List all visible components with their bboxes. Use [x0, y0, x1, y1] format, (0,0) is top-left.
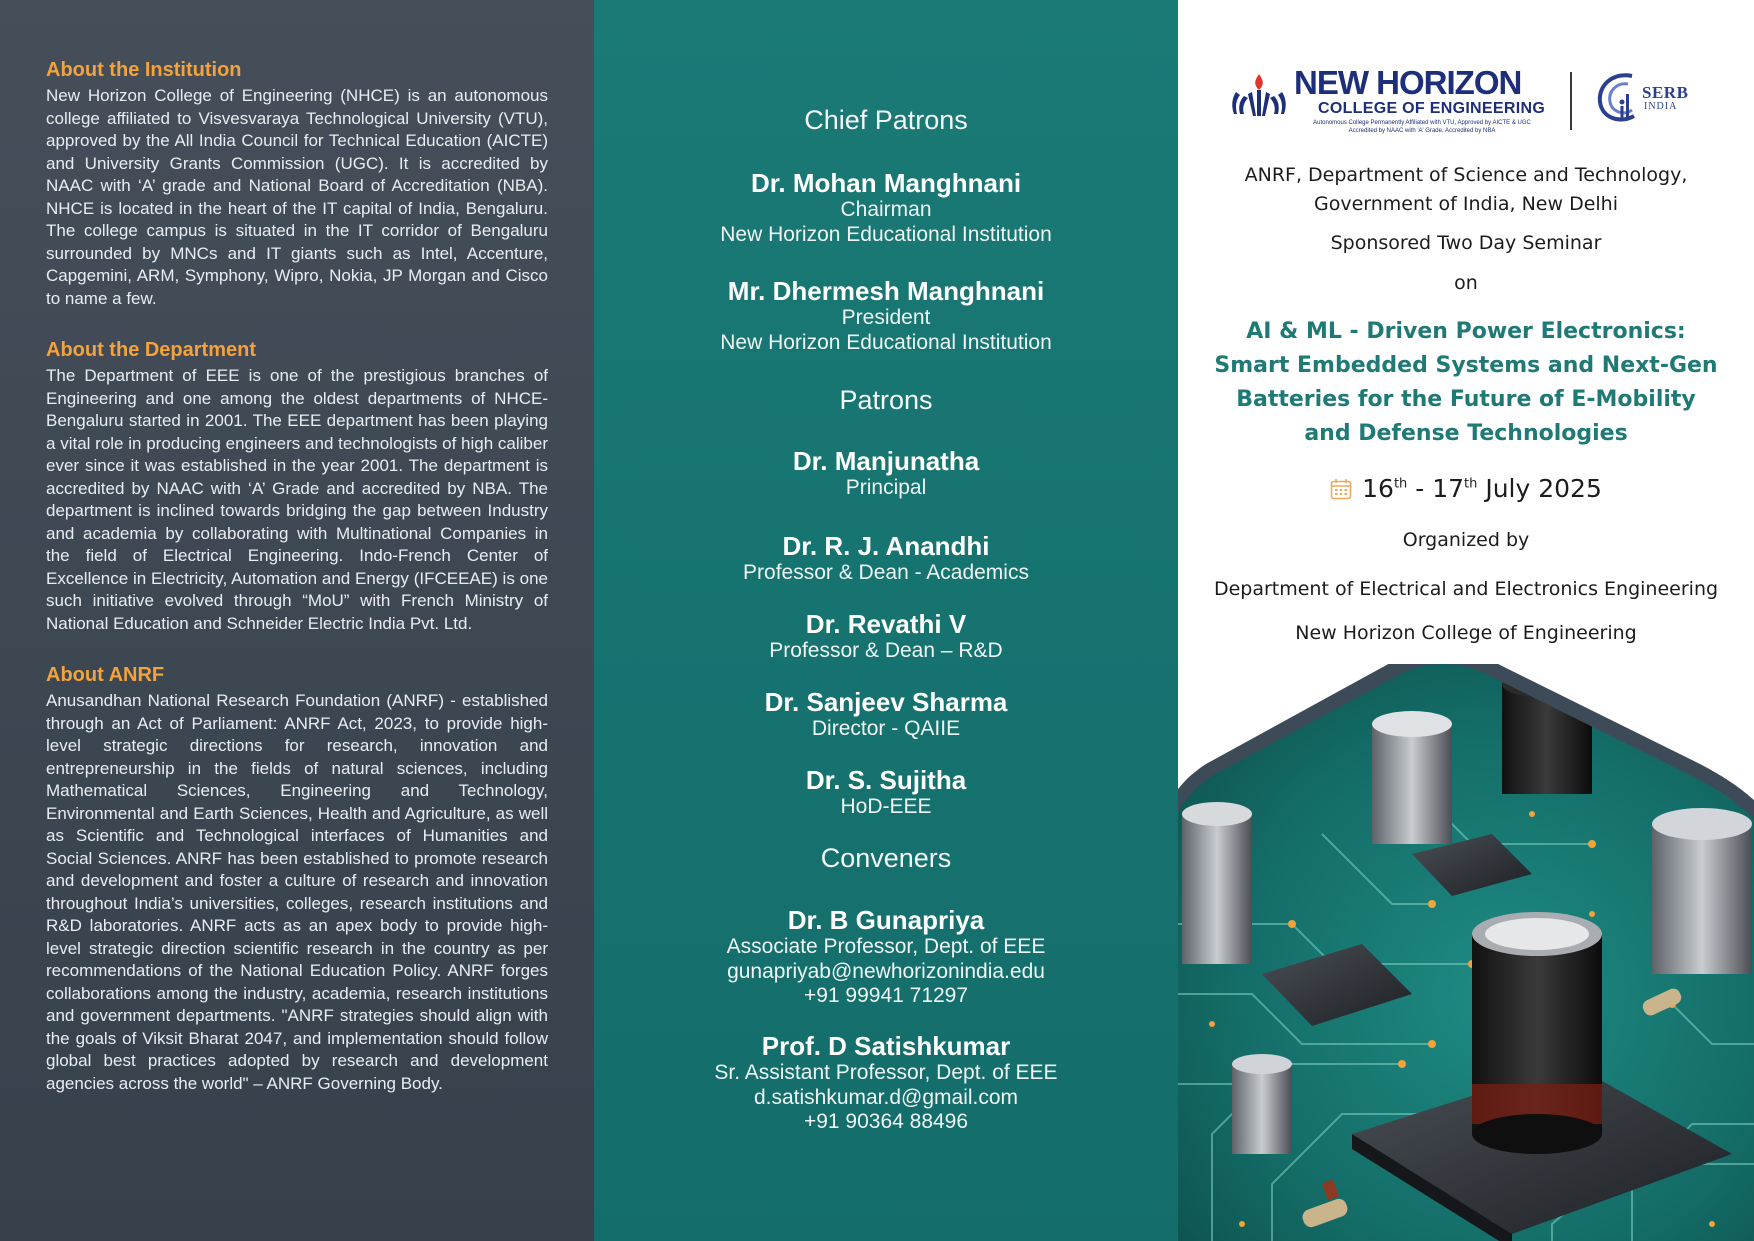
person-name: Dr. Revathi V [805, 609, 967, 639]
title-line: Batteries for the Future of E-Mobility [1236, 387, 1696, 412]
title-line: Smart Embedded Systems and Next-Gen [1214, 353, 1718, 378]
person-role: Principal [845, 476, 927, 499]
sponsor-line: ANRF, Department of Science and Technology, [1244, 164, 1688, 186]
about-institution-body: New Horizon College of Engineering (NHCE) is an autonomous college affiliated to Visvesvaraya Technological University (VTU), approved by the All India Council for Technical Education (AICTE) and University Grants Commission (UGC). It is accredited by NAAC with ‘A’ grade and National Board of Accreditation (NBA). NHCE is located in the heart of the IT capital of India, Bengaluru. The college campus is situated in the IT corridor of Bengaluru surrounded by MNCs and IT giants such as Intel, Accenture, Capgemini, ARM, Symphony, Wipro, Nokia, JP Morgan and Cisco to name a few. [46, 86, 548, 308]
person-card [594, 765, 1178, 820]
logo-tagline-line: Autonomous College Permanently Affiliated with VTU, Approved by AICTE & UGC [1313, 120, 1531, 126]
conveners-heading: Conveners [820, 843, 952, 873]
person-role: Director - QAIIE [811, 717, 961, 740]
patrons-heading: Patrons [839, 385, 933, 415]
date-separator: - [1407, 474, 1433, 503]
chief-patrons-heading: Chief Patrons [804, 105, 968, 135]
organizing-department: Department of Electrical and Electronics Engineering [1213, 578, 1719, 600]
person-phone: +91 90364 88496 [803, 1110, 969, 1133]
person-role: Professor & Dean – R&D [769, 639, 1003, 662]
person-name: Dr. Sanjeev Sharma [764, 687, 1008, 717]
about-anrf-heading: About ANRF [46, 664, 165, 686]
person-affiliation: New Horizon Educational Institution [720, 222, 1052, 246]
date-month-year: July 2025 [1477, 474, 1602, 503]
flame-logo-icon [1230, 70, 1288, 118]
person-card [594, 687, 1178, 742]
person-card [594, 609, 1178, 664]
about-anrf-body: Anusandhan National Research Foundation (ANRF) - established through an Act of Parliament: ANRF Act, 2023, to provide high-level strategic directions for research, innovation and entrepreneurship in the fields of natural sciences, including Mathematical Sciences, Engineering and Technology, Environmental and Earth Sciences, Health and Agriculture, as well as Scientific and Technological interfaces of Humanities and Social Sciences. ANRF has been established to promote research and development and foster a culture of research and innovation throughout India’s universities, colleges, research institutions and R&D laboratories. ANRF acts as an apex body to provide high-level strategic direction scientific research in the country as per recommendations of the National Education Policy. ANRF forges collaborations among the industry, academia, research institutions and government departments. "ANRF strategies should align with the goals of Viksit Bharat 2047, and implementation should follow global best practices adopted by research and development agencies across the world" – ANRF Governing Body. [46, 691, 548, 1093]
cover-panel [1178, 0, 1754, 1241]
logo-tagline-line: Accredited by NAAC with 'A' Grade, Accredited by NBA [1348, 127, 1496, 134]
seminar-type: Sponsored Two Day Seminar [1330, 232, 1602, 254]
about-panel [0, 0, 594, 1241]
event-date [1178, 474, 1754, 503]
person-role: Chairman [840, 198, 932, 221]
person-name: Mr. Dhermesh Manghnani [727, 276, 1045, 306]
serb-logo [1592, 66, 1710, 130]
person-card [594, 531, 1178, 586]
organizing-college: New Horizon College of Engineering [1295, 622, 1637, 644]
person-name: Dr. Manjunatha [792, 446, 980, 476]
logo-row [1230, 66, 1710, 138]
person-name: Dr. S. Sujitha [805, 765, 967, 795]
date-day-end: 17 [1432, 474, 1465, 503]
person-role: Professor & Dean - Academics [743, 561, 1029, 584]
sponsor-block [1178, 161, 1754, 219]
date-suffix: th [1393, 476, 1408, 492]
person-affiliation: New Horizon Educational Institution [720, 330, 1052, 354]
title-line: and Defense Technologies [1304, 421, 1628, 446]
date-suffix: th [1464, 476, 1478, 492]
logo-divider [1570, 72, 1572, 130]
about-anrf-section [46, 663, 548, 1095]
person-role: HoD-EEE [840, 795, 932, 818]
person-role: Sr. Assistant Professor, Dept. of EEE [714, 1061, 1058, 1084]
person-name: Prof. D Satishkumar [761, 1031, 1011, 1061]
person-name: Dr. Mohan Manghnani [750, 168, 1022, 198]
about-institution-heading: About the Institution [46, 59, 242, 81]
calendar-icon [1330, 478, 1352, 500]
seminar-title [1178, 315, 1754, 451]
person-card [594, 276, 1178, 355]
on-word: on [1454, 272, 1478, 294]
about-department-body: The Department of EEE is one of the prestigious branches of Engineering and one among the oldest departments of NHCE-Bengaluru started in 2001. The EEE department has been playing a vital role in producing engineers and technologists of high caliber ever since it was established in the year 2001. The department is accredited by NAAC with ‘A’ Grade and accredited by NBA. The department is inclined towards bridging the gap between Industry and academia by collaborating with Multinational Companies in the field of Electrical Engineering. Indo-French Center of Excellence in Electricity, Automation and Energy (IFCEEAE) is one such initiative evolved through “MoU” with French Ministry of National Education and Schneider Electric India Pvt. Ltd. [46, 366, 548, 633]
committee-panel [594, 0, 1178, 1241]
person-card [594, 905, 1178, 1009]
college-logo-name: NEW HORIZON [1294, 64, 1522, 101]
circuit-board-image [1178, 664, 1754, 1241]
sponsor-line: Government of India, New Delhi [1314, 193, 1618, 215]
person-name: Dr. B Gunapriya [787, 905, 985, 935]
person-card [594, 168, 1178, 247]
person-role: Associate Professor, Dept. of EEE [726, 935, 1046, 958]
person-email[interactable]: d.satishkumar.d@gmail.com [753, 1085, 1019, 1109]
serb-logo-text: SERB [1642, 83, 1689, 102]
college-logo-subtitle: COLLEGE OF ENGINEERING [1318, 100, 1546, 117]
organized-by: Organized by [1402, 529, 1530, 551]
person-phone: +91 99941 71297 [803, 984, 969, 1007]
about-department-heading: About the Department [46, 339, 256, 361]
about-department-section [46, 338, 548, 635]
person-name: Dr. R. J. Anandhi [782, 531, 990, 561]
date-day-start: 16 [1362, 474, 1394, 503]
college-logo-tagline [1296, 120, 1548, 135]
person-card [594, 1031, 1178, 1135]
person-email[interactable]: gunapriyab@newhorizonindia.edu [727, 959, 1045, 983]
title-line: AI & ML - Driven Power Electronics: [1246, 319, 1686, 344]
person-role: President [841, 306, 931, 329]
person-card [594, 446, 1178, 501]
about-institution-section [46, 58, 548, 310]
serb-logo-sub: INDIA [1644, 101, 1678, 112]
